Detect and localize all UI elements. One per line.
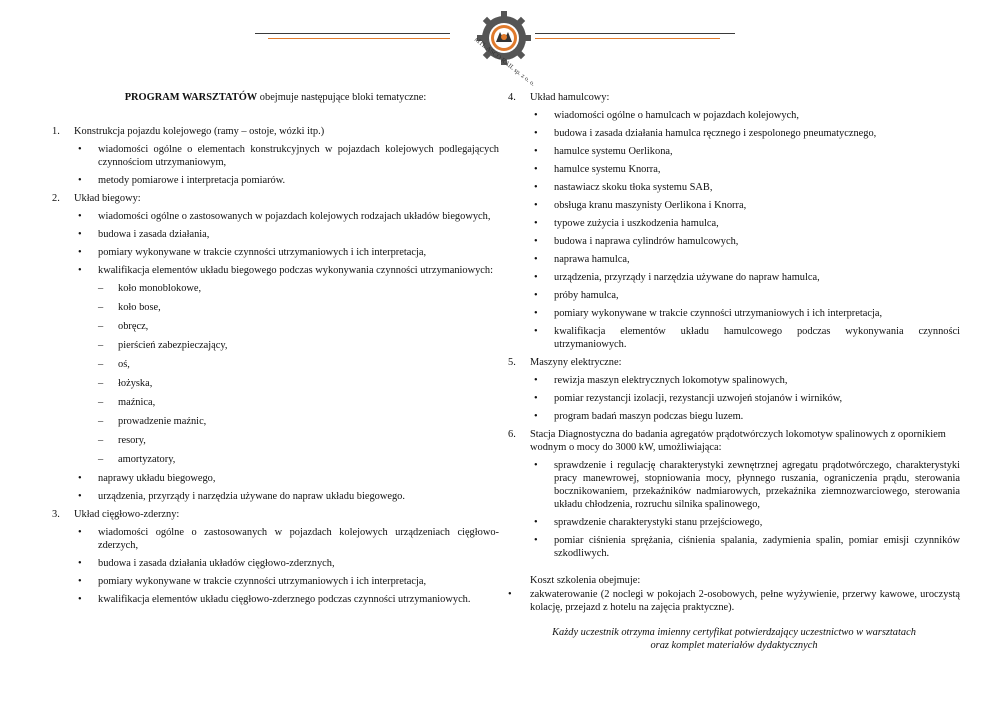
list-item: [74, 228, 499, 241]
list-item-text: metody pomiarowe i interpretacja pomiarów.: [98, 175, 286, 186]
list-item-text: budowa i zasada działania hamulca ręcznego i zespolonego pneumatycznego,: [554, 128, 877, 139]
dash-marker: –: [98, 283, 104, 294]
bullet-marker: •: [78, 594, 82, 605]
section-number: 6.: [508, 429, 516, 440]
section-number: 5.: [508, 357, 516, 368]
bullet-marker: •: [534, 164, 538, 175]
list-item-text: program badań maszyn podczas biegu luzem.: [554, 411, 744, 422]
list-item: [530, 217, 960, 230]
sub-list-item-text: pierścień zabezpieczający,: [118, 340, 228, 351]
section-list: [530, 459, 960, 560]
section-title: Stacja Diagnostyczna do badania agregatów prądotwórczych lokomotyw spalinowych z opornikiem wodnym o mocy do 3000 kW, umożliwiająca:: [530, 429, 946, 453]
list-item-text: nastawiacz skoku tłoka systemu SAB,: [554, 182, 713, 193]
list-item-text: wiadomości ogólne o elementach konstrukcyjnych w pojazdach kolejowych podlegających czynnościom utrzymaniowym,: [98, 144, 499, 168]
list-item: [74, 490, 499, 503]
list-item-text: hamulce systemu Knorra,: [554, 164, 661, 175]
section-title: Maszyny elektryczne:: [530, 357, 622, 368]
sub-list-item-text: koło monoblokowe,: [118, 283, 202, 294]
dash-marker: –: [98, 359, 104, 370]
sub-list-item: [98, 339, 499, 352]
list-item-text: rewizja maszyn elektrycznych lokomotyw spalinowych,: [554, 375, 788, 386]
list-item-text: kwalifikacja elementów układu hamulcowego podczas wykonywania czynności utrzymaniowych.: [554, 326, 960, 350]
list-item: [530, 145, 960, 158]
bullet-marker: •: [78, 491, 82, 502]
sub-list-item-text: resory,: [118, 435, 146, 446]
section-list: [74, 143, 499, 187]
dash-marker: –: [98, 435, 104, 446]
section-list: [530, 374, 960, 423]
sub-list-item-text: maźnica,: [118, 397, 156, 408]
list-item-text: hamulce systemu Oerlikona,: [554, 146, 673, 157]
list-item-text: pomiary wykonywane w trakcie czynności utrzymaniowych i ich interpretacja,: [98, 576, 427, 587]
list-item-text: sprawdzenie charakterystyki stanu przejściowego,: [554, 517, 763, 528]
bullet-marker: •: [78, 211, 82, 222]
logo-caption: [458, 38, 558, 98]
section-title: Układ cięgłowo-zderzny:: [74, 509, 180, 520]
list-item-text: wiadomości ogólne o hamulcach w pojazdach kolejowych,: [554, 110, 799, 121]
bullet-marker: •: [534, 375, 538, 386]
list-item-text: wiadomości ogólne o zastosowanych w pojazdach kolejowych urządzeniach cięgłowo-zderzych,: [98, 527, 499, 551]
list-item-text: obsługa kranu maszynisty Oerlikona i Knorra,: [554, 200, 747, 211]
list-item: [530, 392, 960, 405]
bullet-marker: •: [534, 128, 538, 139]
section-number: 1.: [52, 126, 60, 137]
dash-marker: –: [98, 397, 104, 408]
list-item: [74, 246, 499, 259]
list-item-text: pomiar rezystancji izolacji, rezystancji uzwojeń stojanów i wirników,: [554, 393, 843, 404]
closing-line-1: Każdy uczestnik otrzyma imienny certyfikat potwierdzający uczestnictwo w warsztatach: [552, 627, 916, 638]
bullet-marker: •: [78, 247, 82, 258]
section-number: 2.: [52, 193, 60, 204]
list-item: [530, 271, 960, 284]
list-item: [74, 210, 499, 223]
bullet-marker: •: [534, 308, 538, 319]
list-item: [74, 557, 499, 570]
section-number: 3.: [52, 509, 60, 520]
list-item-text: naprawa hamulca,: [554, 254, 630, 265]
bullet-marker: •: [534, 411, 538, 422]
section-title: Konstrukcja pojazdu kolejowego (ramy – ostoje, wózki itp.): [74, 126, 325, 137]
bullet-marker: •: [534, 326, 538, 337]
list-item-text: budowa i naprawa cylindrów hamulcowych,: [554, 236, 739, 247]
sub-list-item-text: amortyzatory,: [118, 454, 176, 465]
section-number: 4.: [508, 92, 516, 103]
list-item: [74, 472, 499, 485]
list-item: [74, 526, 499, 552]
bullet-marker: •: [78, 229, 82, 240]
sub-list-item-text: obręcz,: [118, 321, 149, 332]
closing-line-2: oraz komplet materiałów dydaktycznych: [650, 640, 818, 651]
list-item: [530, 127, 960, 140]
list-item: [530, 109, 960, 122]
sub-list-item-text: koło bose,: [118, 302, 161, 313]
costs-item: [508, 588, 960, 614]
section-title: Układ biegowy:: [74, 193, 141, 204]
list-item: [530, 199, 960, 212]
list-item-text: budowa i zasada działania układów cięgłowo-zderznych,: [98, 558, 335, 569]
section-3: [52, 508, 499, 606]
bullet-marker: •: [534, 535, 538, 546]
list-item: [530, 374, 960, 387]
list-item: [530, 253, 960, 266]
bullet-marker: •: [534, 182, 538, 193]
list-item-text: pomiary wykonywane w trakcie czynności utrzymaniowych i ich interpretacja,: [98, 247, 427, 258]
sub-list-item-text: oś,: [118, 359, 130, 370]
bullet-marker: •: [78, 576, 82, 587]
list-item-text: wiadomości ogólne o zastosowanych w pojazdach kolejowych rodzajach układów biegowych,: [98, 211, 491, 222]
list-item: [530, 307, 960, 320]
sub-list-item: [98, 377, 499, 390]
list-item: [74, 143, 499, 169]
list-item: [530, 325, 960, 351]
sub-list-item: [98, 301, 499, 314]
left-column: [52, 91, 499, 611]
sub-list-item-text: prowadzenie maźnic,: [118, 416, 207, 427]
sub-list: [98, 282, 499, 466]
bullet-marker: •: [534, 110, 538, 121]
bullet-marker: •: [78, 175, 82, 186]
dash-marker: –: [98, 340, 104, 351]
section-list: [530, 109, 960, 351]
bullet-marker: •: [508, 589, 512, 600]
intro-rest: obejmuje następujące bloki tematyczne:: [257, 92, 427, 103]
section-2: [52, 192, 499, 503]
section-5: [508, 356, 960, 423]
sub-list-item: [98, 415, 499, 428]
list-item: [74, 575, 499, 588]
list-item: [530, 410, 960, 423]
bullet-marker: •: [534, 290, 538, 301]
list-item: [530, 163, 960, 176]
section-6: [508, 428, 960, 560]
logo-text: MTL ASCO RAIL sp. z o. o.: [472, 38, 537, 88]
sub-list-item: [98, 320, 499, 333]
list-item: [530, 459, 960, 511]
sub-list-item: [98, 434, 499, 447]
bullet-marker: •: [534, 393, 538, 404]
bullet-marker: •: [78, 473, 82, 484]
list-item-text: naprawy układu biegowego,: [98, 473, 216, 484]
list-item-text: pomiar ciśnienia sprężania, ciśnienia spalania, zadymienia spalin, pomiar emisji czynników szkodliwych.: [554, 535, 960, 559]
list-item-text: kwalifikacja elementów układu biegowego podczas wykonywania czynności utrzymaniowych:: [98, 265, 494, 276]
list-item: [530, 516, 960, 529]
intro-line: [52, 91, 499, 104]
list-item: [74, 174, 499, 187]
list-item-text: urządzenia, przyrządy i narzędzia używane do napraw hamulca,: [554, 272, 820, 283]
list-item-text: próby hamulca,: [554, 290, 619, 301]
list-item-text: typowe zużycia i uszkodzenia hamulca,: [554, 218, 719, 229]
costs-block: [508, 574, 960, 587]
sub-list-item: [98, 396, 499, 409]
section-title: Układ hamulcowy:: [530, 92, 610, 103]
costs-heading: Koszt szkolenia obejmuje:: [530, 575, 641, 586]
bullet-marker: •: [534, 146, 538, 157]
list-item: [530, 289, 960, 302]
dash-marker: –: [98, 321, 104, 332]
list-item-text: budowa i zasada działania,: [98, 229, 210, 240]
bullet-marker: •: [534, 218, 538, 229]
bullet-marker: •: [534, 254, 538, 265]
bullet-marker: •: [78, 265, 82, 276]
list-item-text: urządzenia, przyrządy i narzędzia używane do napraw układu biegowego.: [98, 491, 405, 502]
bullet-marker: •: [78, 144, 82, 155]
dash-marker: –: [98, 416, 104, 427]
section-1: [52, 125, 499, 187]
sub-list-item-text: łożyska,: [118, 378, 153, 389]
closing-note: [508, 626, 960, 652]
sub-list-item: [98, 453, 499, 466]
right-column: [508, 91, 960, 652]
bullet-marker: •: [78, 558, 82, 569]
list-item-text: pomiary wykonywane w trakcie czynności utrzymaniowych i ich interpretacja,: [554, 308, 883, 319]
bullet-marker: •: [534, 200, 538, 211]
section-4: [508, 91, 960, 351]
list-item: [530, 181, 960, 194]
dash-marker: –: [98, 454, 104, 465]
list-item-text: sprawdzenie i regulację charakterystyki zewnętrznej agregatu prądotwórczego, charakterystyki pracy manewrowej, stopniowania mocy, płynnego ruszania, ograniczenia prądu, sterowania bocznikowaniem, przekaźników nadmiarowych, przekaźnika ziemnozwarciowego, sterowania układu chłodzenia, rozruchu silnika spalinowego,: [554, 460, 960, 510]
list-item-text: kwalifikacja elementów układu cięgłowo-zderznego podczas czynności utrzymaniowych.: [98, 594, 471, 605]
intro-bold: PROGRAM WARSZTATÓW: [124, 92, 258, 103]
sub-list-item: [98, 358, 499, 371]
dash-marker: –: [98, 378, 104, 389]
costs-item-text: zakwaterowanie (2 noclegi w pokojach 2-osobowych, pełne wyżywienie, przerwy kawowe, uroczystą kolację, przejazd z hotelu na zajęcia praktyczne).: [530, 589, 960, 613]
list-item: [74, 264, 499, 466]
bullet-marker: •: [78, 527, 82, 538]
list-item: [530, 235, 960, 248]
section-list: [74, 210, 499, 503]
sub-list-item: [98, 282, 499, 295]
bullet-marker: •: [534, 272, 538, 283]
bullet-marker: •: [534, 236, 538, 247]
section-list: [74, 526, 499, 606]
list-item: [530, 534, 960, 560]
bullet-marker: •: [534, 460, 538, 471]
dash-marker: –: [98, 302, 104, 313]
bullet-marker: •: [534, 517, 538, 528]
list-item: [74, 593, 499, 606]
